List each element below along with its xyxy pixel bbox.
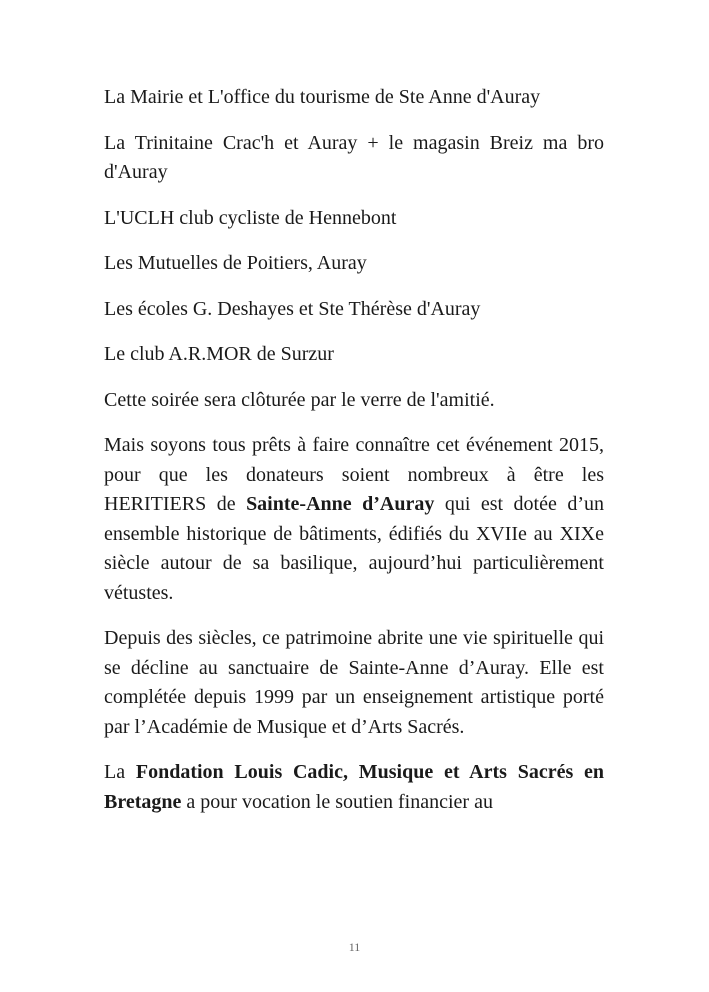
heritiers-text-after: qui est dotée d’un ensemble historique de bâtiments, édifiés du XVIIe au XIXe siècle autour de sa basilique, aujourd’hui particulièrement vétustes. [104, 493, 605, 604]
paragraph-fondation [104, 758, 604, 817]
document-page [104, 83, 604, 833]
paragraph-club-armor: Le club A.R.MOR de Surzur [104, 343, 334, 365]
fondation-text-after: a pour vocation le soutien financier au [181, 790, 493, 813]
heritiers-text-before: Mais soyons tous prêts à faire connaître cet événement 2015, pour que les donateurs soient nombreux à être les HERITIERS de [104, 434, 604, 515]
paragraph-uclh: L'UCLH club cycliste de Hennebont [104, 206, 397, 229]
heritiers-bold-sainte-anne: Sainte-Anne d’Auray [246, 493, 435, 515]
paragraph-patrimoine: Depuis des siècles, ce patrimoine abrite une vie spirituelle qui se décline au sanctuaire de Sainte-Anne d’Auray. Elle est complétée depuis 1999 par un enseignement artistique porté par l’Académie de Musique et d’Arts Sacrés. [104, 627, 604, 738]
paragraph-mutuelles: Les Mutuelles de Poitiers, Auray [104, 252, 367, 274]
page-number: 11 [348, 940, 361, 954]
fondation-text-before: La [104, 761, 136, 783]
paragraph-trinitaine: La Trinitaine Crac'h et Auray + le magasin Breiz ma bro d'Auray [104, 131, 604, 183]
paragraph-ecoles: Les écoles G. Deshayes et Ste Thérèse d'Auray [104, 297, 481, 320]
paragraph-soiree: Cette soirée sera clôturée par le verre de l'amitié. [104, 388, 495, 411]
paragraph-heritiers [104, 431, 604, 608]
fondation-bold-name: Fondation Louis Cadic, Musique et Arts Sacrés en Bretagne [104, 761, 604, 813]
paragraph-mairie: La Mairie et L'office du tourisme de Ste Anne d'Auray [104, 86, 541, 108]
